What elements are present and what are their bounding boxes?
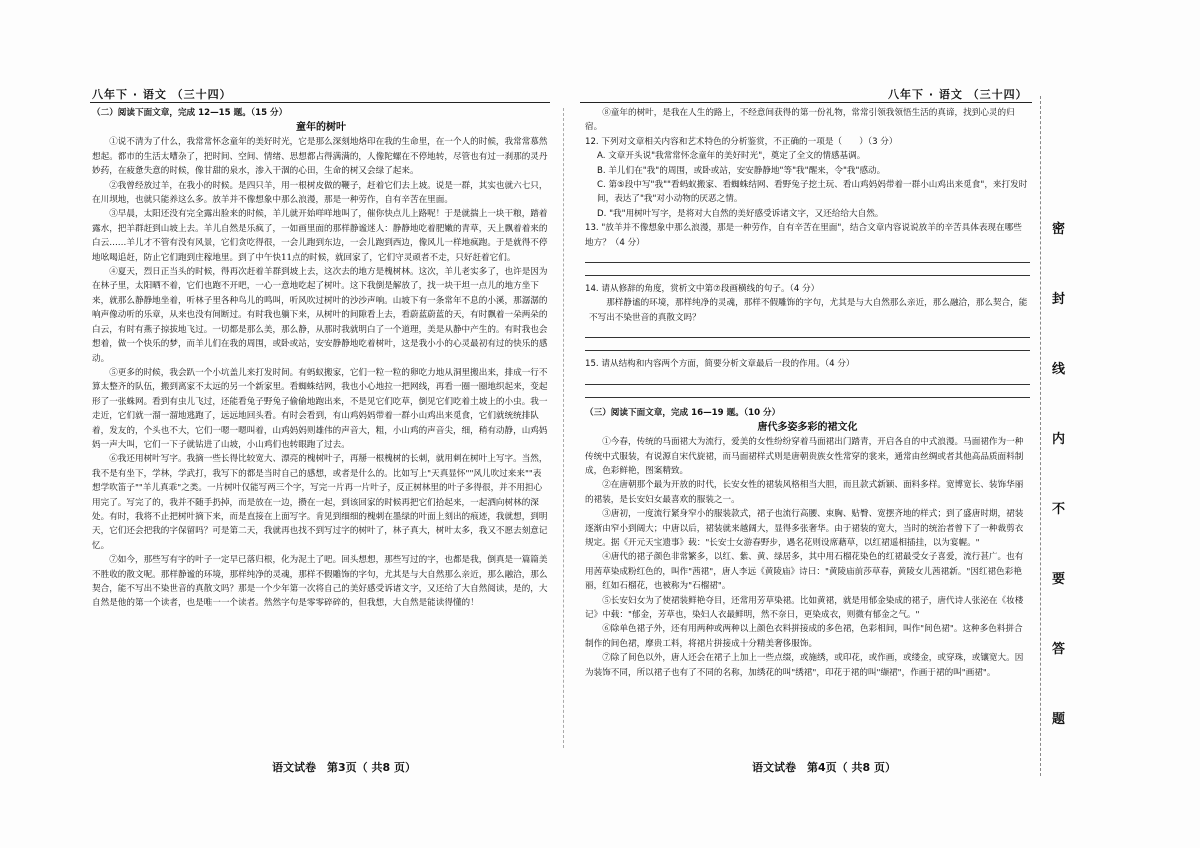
article-paragraph: ⑤长安妇女为了使裙装鲜艳夺目，还常用芳草染裙。比如黄裙，就是用郁金染成的裙子，唐代诗人张泌在《妆楼记》中载："郁金，芳草也，染妇人衣最鲜明，然不奈日，更染成衣，则微有郁金之气。" xyxy=(585,595,1024,620)
seal-char: 题 xyxy=(1052,712,1066,727)
article-paragraph: ②我曾经放过羊，在我小的时候。是四只羊，用一根树皮做的鞭子，赶着它们去上坡。说是一群，其实也就六七只，在川坝地，也就只能养这么多。放羊并不像想象中那么浪漫，那是一种劳作，自有辛苦在里面。 xyxy=(92,180,548,206)
page-footer-left: 语文试卷 第3页（ 共8 页） xyxy=(272,761,416,774)
page-divider xyxy=(563,108,564,748)
seal-char: 内 xyxy=(1052,432,1066,447)
article-title: 唐代多姿多彩的裙文化 xyxy=(757,422,858,434)
question-12-stem: 12. 下列对文章相关内容和艺术特色的分析鉴赏，不正确的一项是（ ）（3 分） xyxy=(585,136,898,147)
question-12-option: C. 第⑤段中写"我""看蚂蚁搬家、看蜘蛛结网、看野兔子挖土玩、看山鸡妈妈带着一群小山鸡出来觅食"，来打发时间，表达了"我"对小动物的厌恶之情。 xyxy=(597,180,1028,205)
page-footer-right: 语文试卷 第4页（ 共8 页） xyxy=(752,761,896,774)
seal-line xyxy=(1040,96,1041,776)
article-paragraph: ⑥除单色裙子外，还有用两种或两种以上颜色衣料拼接成的多色裙，色彩相间，叫作"间色裙"。这种多色料拼合制作的间色裙，摩贵工料，将裙片拼接成十分精美奢侈服饰。 xyxy=(585,624,1023,649)
left-page-column xyxy=(92,106,550,611)
header-rule-right xyxy=(580,102,1032,103)
seal-char: 不 xyxy=(1052,502,1066,517)
right-page-column xyxy=(585,106,1030,680)
question-12-option: B. 羊儿们在"我"的周围，或卧或站，安安静静地"等"我"醒来，令"我"感动。 xyxy=(597,165,886,176)
seal-char: 密 xyxy=(1052,222,1066,237)
seal-char: 线 xyxy=(1052,362,1066,377)
question-15-stem: 15. 请从结构和内容两个方面，简要分析文章最后一段的作用。（4 分） xyxy=(585,359,855,370)
page-header-left: 八年下 · 语文 （三十四） xyxy=(92,88,232,101)
question-14-stem: 14. 请从修辞的角度，赏析文中第⑦段画横线的句子。（4 分） xyxy=(585,284,820,295)
section-3-heading: （三）阅读下面文章，完成 16—19 题。（10 分） xyxy=(585,407,781,418)
question-12-option: D. "我"用树叶写字，是将对大自然的美好感受诉诸文字，又还给给大自然。 xyxy=(597,208,884,219)
seal-char: 封 xyxy=(1052,292,1066,307)
page-header-right: 八年下 · 语文 （三十四） xyxy=(888,88,1028,101)
header-rule-left xyxy=(90,102,550,103)
article-paragraph: ③唐初，一度流行紧身窄小的服装款式，裙子也流行高腰、束胸、贴臀、宽摆齐地的样式；到了盛唐时期，裙装逐渐由窄小到阔大；中唐以后，裙装就来越阔大，显得多张奢华。由于裙装的宽大，当时的统治者曾下了一种裁剪衣规定。据《开元天宝遗事》载："长安士女游春野步，遇名花则设席藉草，以红裙遥相插挂，以为宴幄。" xyxy=(585,509,1024,548)
question-12-option: A. 文章开头说"我常常怀念童年的美好时光"，奠定了全文的情感基调。 xyxy=(597,151,866,162)
seal-char: 要 xyxy=(1052,572,1066,587)
seal-char: 答 xyxy=(1052,642,1066,657)
article-paragraph: ⑥我还用树叶写字。我摘一些长得比较宽大、漂亮的槐树叶子，再掰一根槐树的长刺，就用刺在树叶上写字。当然，我不是有坐下，学林，学武打，我写下的都是当时自己的感想，或者是什么的。比如写上"天真显怀""风儿吹过来来""表想学吹笛子""羊儿真乖"之类。一片树叶仅能写两三个字，写完一片再一片叶子，反正树林里的叶子多得很，并不用担心用完了。写完了的，我并不随手扔掉，而是放在一边，攒在一起，到该回家的时候再把它们拾起来，一起洒向树林的深处。有时，我将不止把树叶摘下来，而是直接在上面写字。肯见到细细的槐刺在墨绿的叶面上刻出的痕迹，我就想，到明天，它们还会把我的字保留吗？可是第二天，我就再也找不到写过字的树叶了，林子真大，树叶太多，我又不愿去刻意记忆。 xyxy=(92,454,548,551)
answer-line[interactable] xyxy=(585,337,1030,338)
answer-line[interactable] xyxy=(585,384,1030,385)
article-title: 童年的树叶 xyxy=(296,122,346,134)
answer-line[interactable] xyxy=(585,262,1030,263)
article-paragraph: ①今春，传统的马面裙大为流行，爱美的女性纷纷穿着马面裙出门踏青，开启各自的中式浪漫。马面裙作为一种传统中式服装，有说源自宋代旋裙，而马面裙样式则是唐朝贵族女性常穿的裳来，通常由丝绸或者其他高品质面料制成，色彩鲜艳，图案精致。 xyxy=(585,437,1024,476)
article-paragraph: ⑦如今，那些写有字的叶子一定早已落归根，化为泥土了吧。回头想想，那些写过的字，也都是我，倒真是一篇篇美不胜收的散文呢。那样静谧的环境，那样纯净的灵魂，那样不假雕饰的字句，尤其是与大自然那么亲近，那么融洽，那么契合，能不写出不染世音的真散文吗？那是一个少年第一次将自己的美好感受诉诸文字，又还给了大自然阅读，是的，大自然是他的第一个读者，也是唯一一个读者。然然字句是零零碎碎的，但我想，大自然是能读得懂的！ xyxy=(92,555,548,609)
question-14-quote: 那样静谧的环境，那样纯净的灵魂，那样不假雕饰的字句，尤其是与大自然那么亲近，那么融洽，那么契合，能不写出不染世音的真散文吗？ xyxy=(589,298,1028,323)
article-paragraph: ④夏天，烈日正当头的时候，得再次赶着羊群到坡上去，这次去的地方是槐树林。这次，羊儿老实多了，也许是因为在林子里，太阳晒不着，它们也跑不开吧，一心一意地吃起了树叶。这下我倒是解放了，找一块干坦一点儿的地方坐下来，就那么静静地坐着，听林子里各种鸟儿的鸣叫，听风吹过树叶的沙沙声响。山坡下有一条常年不息的小溪，那潺潺的响声像动听的乐章，从来也没有间断过。有时我也躺下来，从树叶的间隙看上去，看蔚蓝蔚蓝的天，有时飘着一朵两朵的白云，有时有燕子掠拔地飞过。一切都是那么美，那么静，从那时我就明白了一个道理，美是从静中产生的。有时我也会想着，做一个快乐的梦，而羊儿们在我的周围，或卧或站，安安静静地吃着树叶，这是我小小的心灵最初有过的快乐的感动。 xyxy=(92,267,548,364)
question-13-stem: 13. "放羊并不像想象中那么浪漫，那是一种劳作，自有辛苦在里面"，结合文章内容说说放羊的辛苦具体表现在哪些地方？（4 分） xyxy=(585,223,1022,248)
article-paragraph: ①说不清为了什么，我常常怀念童年的美好时光，它是那么深刻地烙印在我的生命里，在一个人的时候，我常常慕然想起。都市的生活太嘈杂了，把时间、空间、情绪、思想都占得满满的，人像陀螺在不停地转，尽管也有过一刹那的灵丹妙药，在疲惫失意的时候，像甘甜的泉水，渗入干涸的心田，生命的树又会绿了起来。 xyxy=(92,137,548,177)
article-paragraph: ⑦除了间色以外，唐人还会在裙子上加上一些点缀，或施绣，或印花，或作画，或缕金，或穿珠，或镶宽大。因为装饰不同，所以裙子也有了不同的名称，加绣花的叫"绣裙"，印花于裙的叫"缬裙"，作画于裙的叫"画裙"。 xyxy=(585,653,1024,678)
article-paragraph: ②在唐朝那个最为开放的时代，长安女性的裙装风格相当大胆，而且款式新颖、面料多样。宽博宽长、装饰华丽的裙装，是长安妇女最喜欢的服装之一。 xyxy=(585,480,1024,505)
section-2-heading: （二）阅读下面文章，完成 12—15 题。（15 分） xyxy=(92,108,288,118)
article-paragraph: ⑤更多的时候，我会趴一个小坑盖儿来打发时间。有蚂蚁搬家，它们一粒一粒的卵吃力地从洞里搬出来，排成一行不算太整齐的队伍，搬到离家不太远的另一个新家里。看蜘蛛结网，我也小心地拉一把网线，再看一圈一圈地织起来，变起形了一张蛛网。看到有虫儿飞过，还能看兔子野兔子偷偷地跑出来，不是见它们吃草，倒见它们吃着土坡上的小虫。我一走近，它们就一溜一溜地逃跑了，远远地回头看。有时会看到，有山鸡妈妈带着一群小山鸡出来觅食，它们就统统排队着，发友的，个头也不大，它们一嗯一嗯叫着，山鸡妈妈则雄伟的声音大，粗，小山鸡的声音尖，细，稍有动静，山鸡妈妈一声大叫，它们一下子就钻进了山坡，小山鸡们也转眼跑了过去。 xyxy=(92,367,548,450)
article-paragraph: ⑧童年的树叶，是我在人生的路上，不经意间获得的第一份礼物，常常引领我领悟生活的真谛，找到心灵的归宿。 xyxy=(585,108,1015,133)
article-paragraph: ④唐代的裙子颜色非常繁多，以红、紫、黄、绿居多，其中用石榴花染色的红裙最受女子喜爱，流行甚广。也有用茜草染成粉红色的，叫作"茜裙"，唐人李远《黄陵庙》诗曰："黄陵庙前莎草春，黄陵女儿茜裙新。"因红裙色彩艳丽，红如石榴花，也被称为"石榴裙"。 xyxy=(585,552,1024,592)
article-paragraph: ③早晨，太阳还没有完全露出脸来的时候，羊儿就开始咩咩地叫了，催你快点儿上路呢！于是就揣上一块干粮，踏着露水，把羊群赶到山坡上去。羊儿自然是乐疯了，一如画里面的那样静谧迷人：静静地吃着肥嫩的青草，天上飘着着来的白云……羊儿才不管有没有风景，它们贪吃得很，一会儿跑到东边，一会儿跑到西边，像风儿一样地疯跑。于是就得不停地吆喝追赶，防止它们跑到庄稼地里。到了中午快11点的时候，就回家了，它们守灵顽者不走，只好赶着它们。 xyxy=(92,209,548,263)
